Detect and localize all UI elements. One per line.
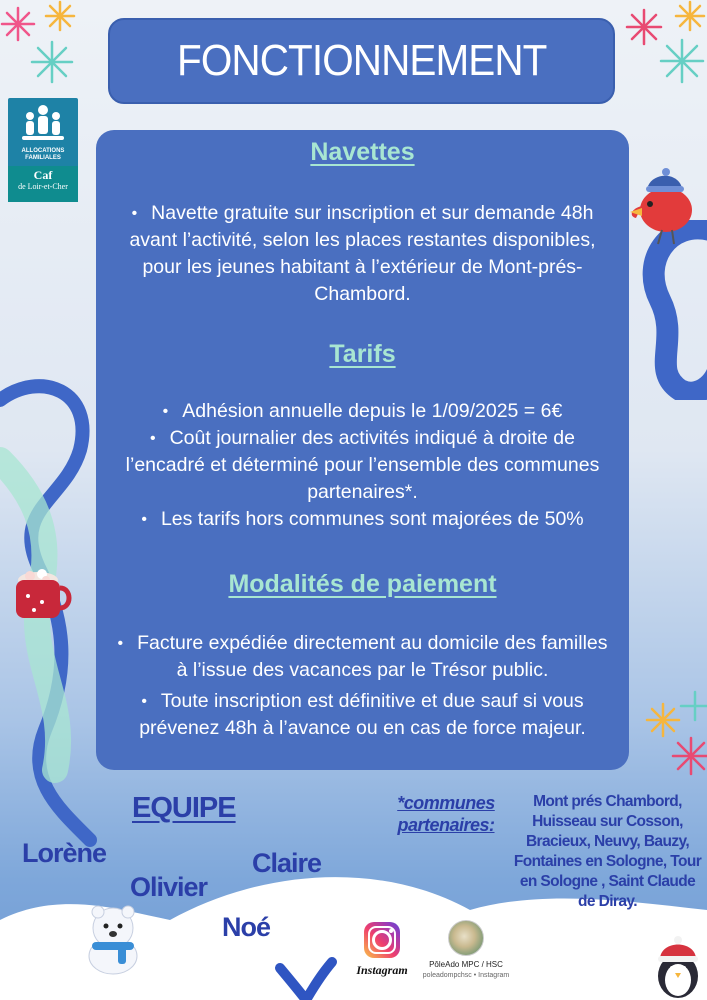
navettes-list (114, 200, 611, 308)
caf-logo (8, 98, 78, 202)
list-item: • Les tarifs hors communes sont majorées de 50% (141, 508, 584, 530)
team-member-lorene: Lorène (22, 838, 107, 868)
list-item: • Coût journalier des activités indiqué à droite de l’encadré et déterminé pour l’ensemble des communes partenaires*. (125, 427, 600, 503)
snowflake-cluster-top-left (0, 0, 95, 95)
list-item: • Facture expédiée directement au domicile des familles à l’issue des vacances par le Trésor public. (117, 632, 608, 681)
tarifs-list (114, 398, 611, 533)
team-title: EQUIPE (132, 792, 236, 824)
snowflake-cluster-right (645, 690, 707, 780)
polar-bear-illustration (78, 898, 148, 978)
instagram-label: Instagram (356, 963, 408, 977)
caf-logo-department: de Loir-et-Cher (18, 182, 68, 191)
profile-handle: poleadompchsc • Instagram (422, 972, 510, 979)
penguin-illustration (650, 936, 706, 1000)
section-title-navettes: Navettes (310, 138, 415, 166)
family-emblem-icon (18, 102, 68, 144)
title-banner (108, 18, 615, 104)
team-member-olivier: Olivier (130, 872, 208, 902)
instagram-profile-card[interactable] (416, 916, 516, 994)
bird-illustration (628, 168, 698, 248)
team-member-claire: Claire (252, 848, 322, 878)
instagram-link[interactable] (352, 922, 412, 978)
paiement-list (114, 630, 611, 742)
list-item: • Adhésion annuelle depuis le 1/09/2025 = 6€ (162, 400, 563, 422)
list-item: • Toute inscription est définitive et due sauf si vous prévenez 48h à l’avance ou en cas de force majeur. (139, 690, 586, 739)
team-member-noe: Noé (222, 912, 271, 942)
communes-list: Mont prés Chambord, Huisseau sur Cosson, Bracieux, Neuvy, Bauzy, Fontaines en Sologne, Tour en Sologne , Saint Claude de Diray. (513, 793, 702, 910)
section-title-tarifs: Tarifs (329, 340, 396, 368)
profile-name: PôleAdo MPC / HSC (429, 960, 503, 969)
info-panel (96, 130, 629, 770)
caf-logo-name: Caf (33, 168, 53, 182)
caf-logo-line2: FAMILIALES (25, 155, 61, 161)
snowflake-cluster-top-right (622, 0, 707, 90)
caf-logo-line1: ALLOCATIONS (21, 148, 65, 154)
hot-chocolate-mug-illustration (12, 566, 72, 622)
page-title: FONCTIONNEMENT (176, 36, 547, 85)
caf-logo-footer (8, 166, 78, 202)
section-title-paiement: Modalités de paiement (228, 570, 497, 598)
instagram-icon (364, 922, 400, 958)
caf-logo-emblem (8, 98, 78, 166)
profile-avatar (448, 920, 484, 956)
communes-label: *communes partenaires: (397, 793, 495, 835)
list-item: • Navette gratuite sur inscription et sur demande 48h avant l’activité, selon les places restantes disponibles, pour les jeunes habitant à l’extérieur de Mont-prés-Chambord. (129, 202, 596, 305)
